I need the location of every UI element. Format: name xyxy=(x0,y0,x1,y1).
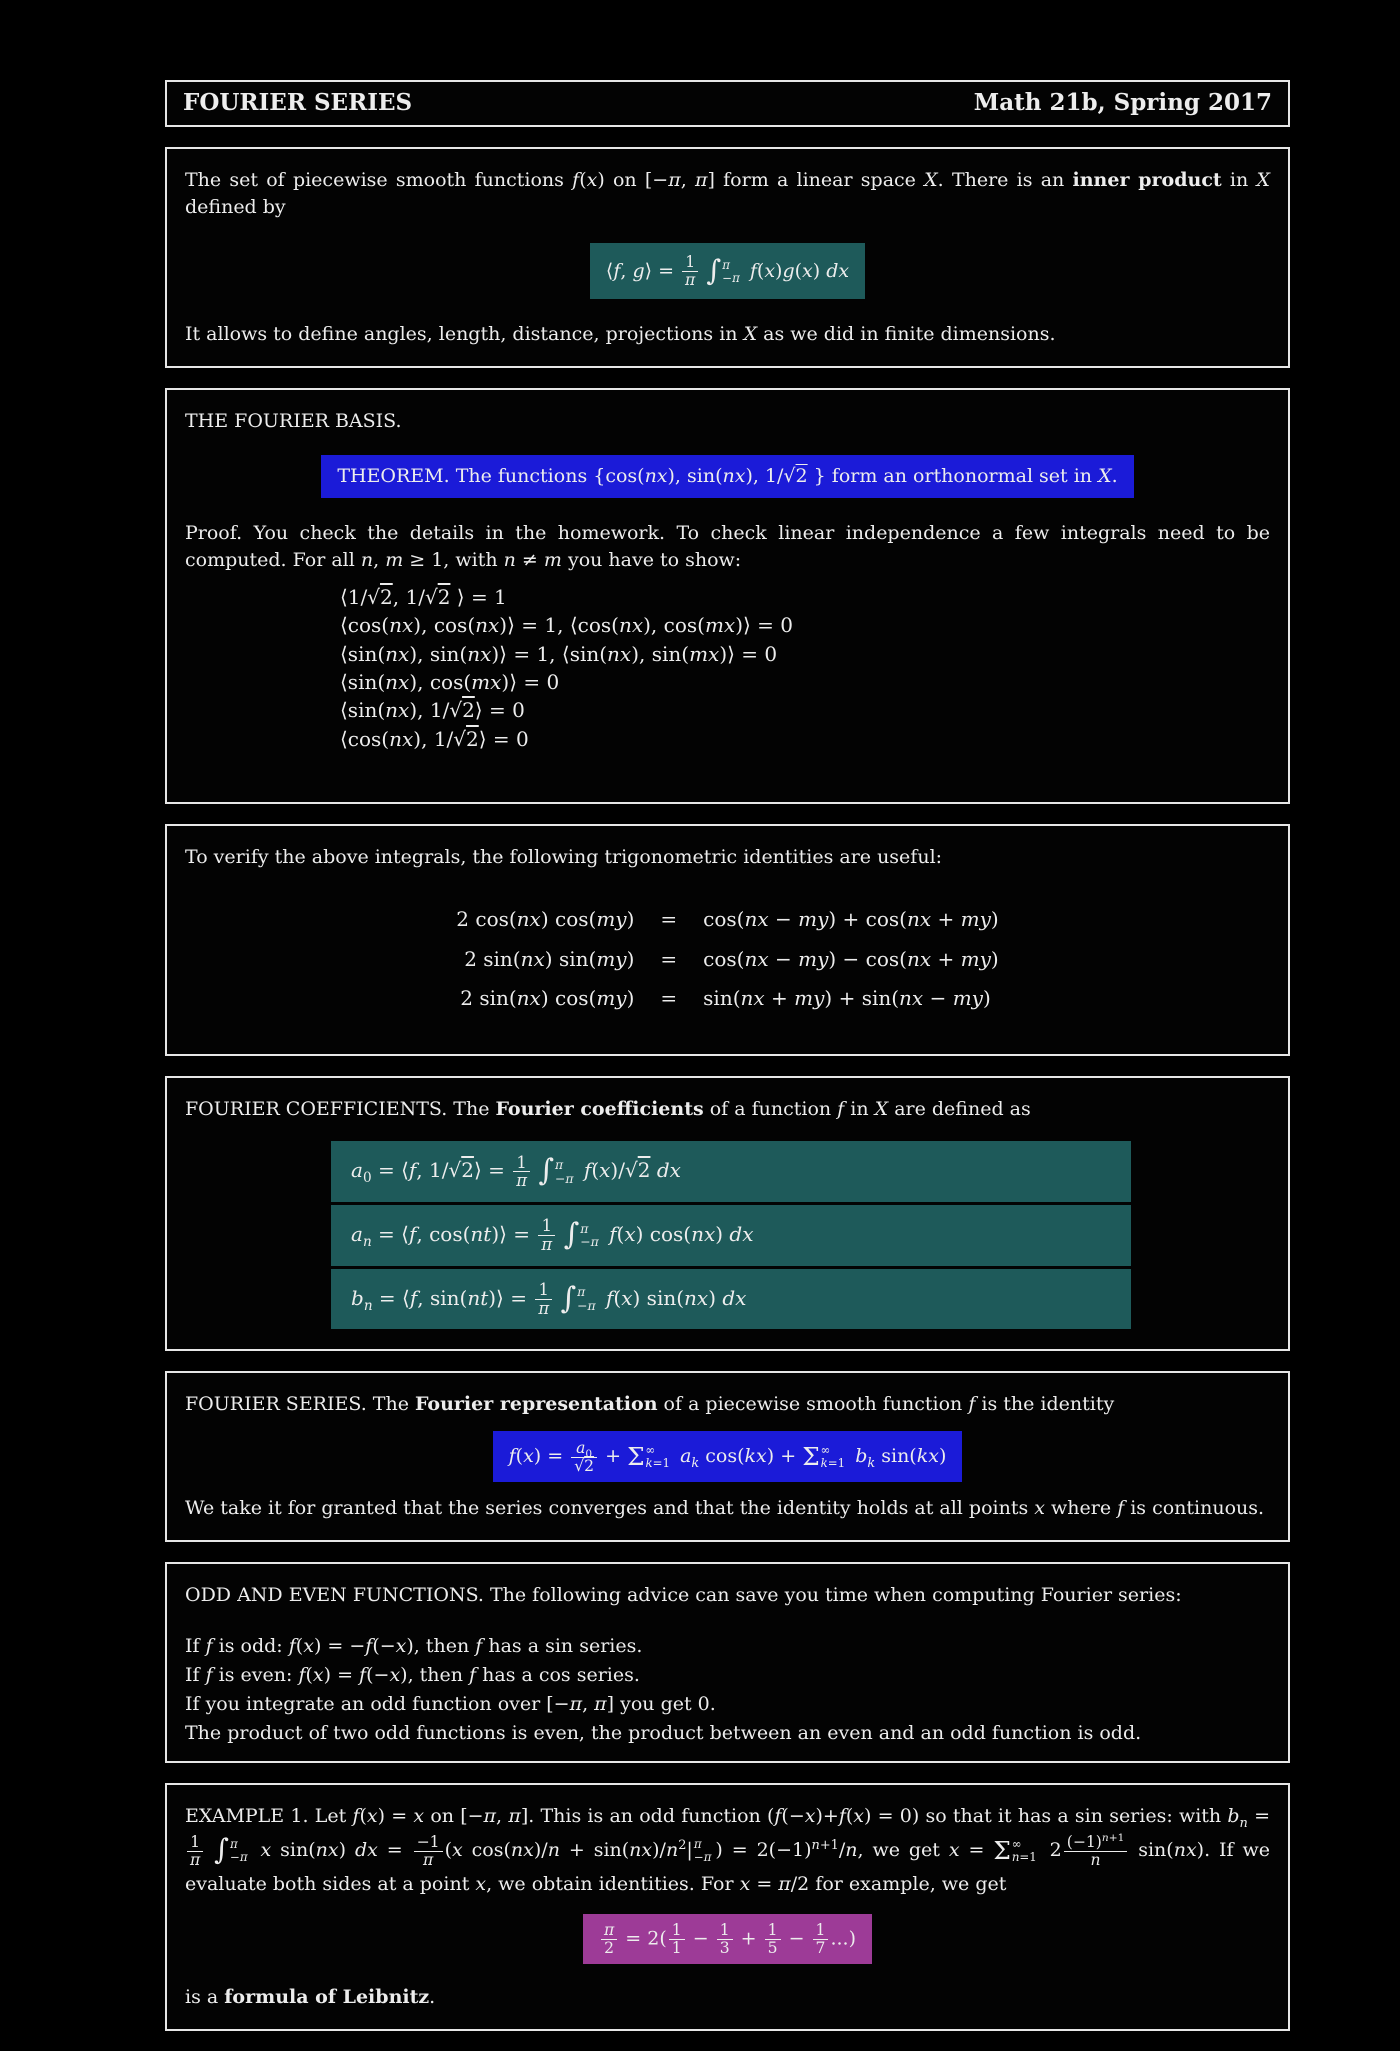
section-fourier-series xyxy=(165,1371,1290,1542)
example-paragraph: EXAMPLE 1. Let f(x) = x on [−π, π]. This is an odd function (f(−x)+f(x) = 0) so that it has a sin series: with $b_n$ = $\frac{1}{\pi}$ ∫ π −π x sin(nx) dx = $\frac{-1}{\pi}$ (x $\cos(nx)/n + \sin(nx)/n^2|$ π −π ) = $2(-1)^{n+1}/n$, we get x = Σ ∞ n=1 2 $\frac{(-1)^{n+1}}{n}$ sin(nx). If we evaluate both sides at a point x, we obtain identities. For x = π/2 for example, we get xyxy=(185,1805,1271,1895)
inner-product-paragraph: The set of piecewise smooth functions f(x) on [−π, π] form a linear space X. There is an inner product in X defined by xyxy=(185,168,1270,218)
trig-identities-block xyxy=(185,905,1270,1012)
proof-paragraph: Proof. You check the details in the homework. To check linear independence a few integrals need to be computed. For all n, m ≥ 1, with n ≠ m you have to show: xyxy=(185,521,1270,571)
coefficient-formulas xyxy=(331,1141,1131,1329)
advice-line: If f is even: f(x) = f(−x), then f has a cos series. xyxy=(185,1664,640,1687)
integral-line: ⟨sin(nx), 1/√2⟩ = 0 xyxy=(340,698,525,723)
leibnitz-formula-row xyxy=(185,1914,1270,1965)
section-fourier-basis xyxy=(165,388,1290,804)
course-label: Math 21b, Spring 2017 xyxy=(973,89,1272,116)
trig-rhs: sin(nx + my) + sin(nx − my) xyxy=(703,986,991,1010)
document-title: FOURIER SERIES xyxy=(183,89,413,116)
fourier-series-formula-row xyxy=(185,1431,1270,1482)
inner-product-formula-row xyxy=(185,243,1270,299)
coefficient-an-formula: $a_n$ = ⟨f, cos(nt)⟩ = $\frac{1}{\pi}$ ∫ π −π f(x) cos(nx) dx xyxy=(331,1205,1131,1266)
fourier-series-heading: FOURIER SERIES. The Fourier representation of a piecewise smooth function f is the identity xyxy=(185,1393,1115,1416)
fourier-basis-heading: THE FOURIER BASIS. xyxy=(185,410,402,433)
section-fourier-coefficients xyxy=(165,1076,1290,1351)
integral-list xyxy=(340,584,1270,752)
coefficient-a0-formula: $a_0$ = ⟨f, 1/√2⟩ = $\frac{1}{\pi}$ ∫ π −π f(x)/√2 dx xyxy=(331,1141,1131,1202)
advice-line: If you integrate an odd function over [−π, π] you get 0. xyxy=(185,1693,716,1716)
coefficient-bn-formula: $b_n$ = ⟨f, sin(nt)⟩ = $\frac{1}{\pi}$ ∫ π −π f(x) sin(nx) dx xyxy=(331,1269,1131,1330)
odd-even-heading: ODD AND EVEN FUNCTIONS. The following advice can save you time when computing Fourier series: xyxy=(185,1584,1182,1607)
advice-list xyxy=(185,1633,1270,1747)
inner-product-formula: ⟨f, g⟩ = $\frac{1}{\pi}$ ∫ π −π f(x)g(x) dx xyxy=(590,243,865,299)
leibnitz-formula: $\frac{\pi}{2}$ = 2( $\frac{1}{1}$ − $\frac{1}{3}$ + $\frac{1}{5}$ − $\frac{1}{7}$ ...) xyxy=(583,1914,872,1965)
fourier-series-footer: We take it for granted that the series converges and that the identity holds at all points x where f is continuous. xyxy=(185,1497,1265,1520)
section-example-1 xyxy=(165,1783,1290,2031)
section-odd-even-functions xyxy=(165,1562,1290,1763)
integral-line: ⟨cos(nx), 1/√2⟩ = 0 xyxy=(340,726,529,751)
section-trig-identities xyxy=(165,824,1290,1056)
integral-line: ⟨sin(nx), sin(nx)⟩ = 1, ⟨sin(nx), sin(mx)⟩ = 0 xyxy=(340,641,778,666)
theorem-statement: THEOREM. The functions {cos(nx), sin(nx), 1/√2 } form an orthonormal set in X. xyxy=(321,455,1133,498)
theorem-row xyxy=(185,455,1270,498)
trig-rhs: cos(nx − my) − cos(nx + my) xyxy=(703,946,999,971)
trig-identities-grid xyxy=(456,905,998,1012)
section-inner-product xyxy=(165,147,1290,368)
trig-lhs: 2 cos(nx) cos(my) xyxy=(456,907,635,932)
trig-lhs: 2 sin(nx) cos(my) xyxy=(460,986,635,1010)
trig-intro: To verify the above integrals, the following trigonometric identities are useful: xyxy=(185,846,943,869)
integral-line: ⟨1/√2, 1/√2 ⟩ = 1 xyxy=(340,584,507,609)
integral-line: ⟨cos(nx), cos(nx)⟩ = 1, ⟨cos(nx), cos(mx)⟩ = 0 xyxy=(340,613,793,638)
example-footer: is a formula of Leibnitz. xyxy=(185,1986,436,2009)
equals-sign: = xyxy=(660,986,678,1010)
fourier-series-formula: f(x) = $\frac{a_0}{√2}$ + Σ ∞ k=1 $a_k$ cos(kx) + Σ ∞ k=1 $b_k$ sin(kx) xyxy=(493,1431,963,1482)
advice-line: The product of two odd functions is even, the product between an even and an odd function is odd. xyxy=(185,1722,1142,1745)
fourier-coefficients-heading: FOURIER COEFFICIENTS. The Fourier coefficients of a function f in X are defined as xyxy=(185,1098,1031,1121)
integral-line: ⟨sin(nx), cos(mx)⟩ = 0 xyxy=(340,670,560,695)
advice-line: If f is odd: f(x) = −f(−x), then f has a sin series. xyxy=(185,1635,643,1658)
inner-product-footer: It allows to define angles, length, distance, projections in X as we did in finite dimensions. xyxy=(185,323,1056,346)
equals-sign: = xyxy=(660,907,678,932)
document-page xyxy=(165,0,1290,2031)
equals-sign: = xyxy=(660,946,678,971)
trig-lhs: 2 sin(nx) sin(my) xyxy=(464,946,635,971)
trig-rhs: cos(nx − my) + cos(nx + my) xyxy=(703,907,999,932)
title-bar xyxy=(165,80,1290,127)
